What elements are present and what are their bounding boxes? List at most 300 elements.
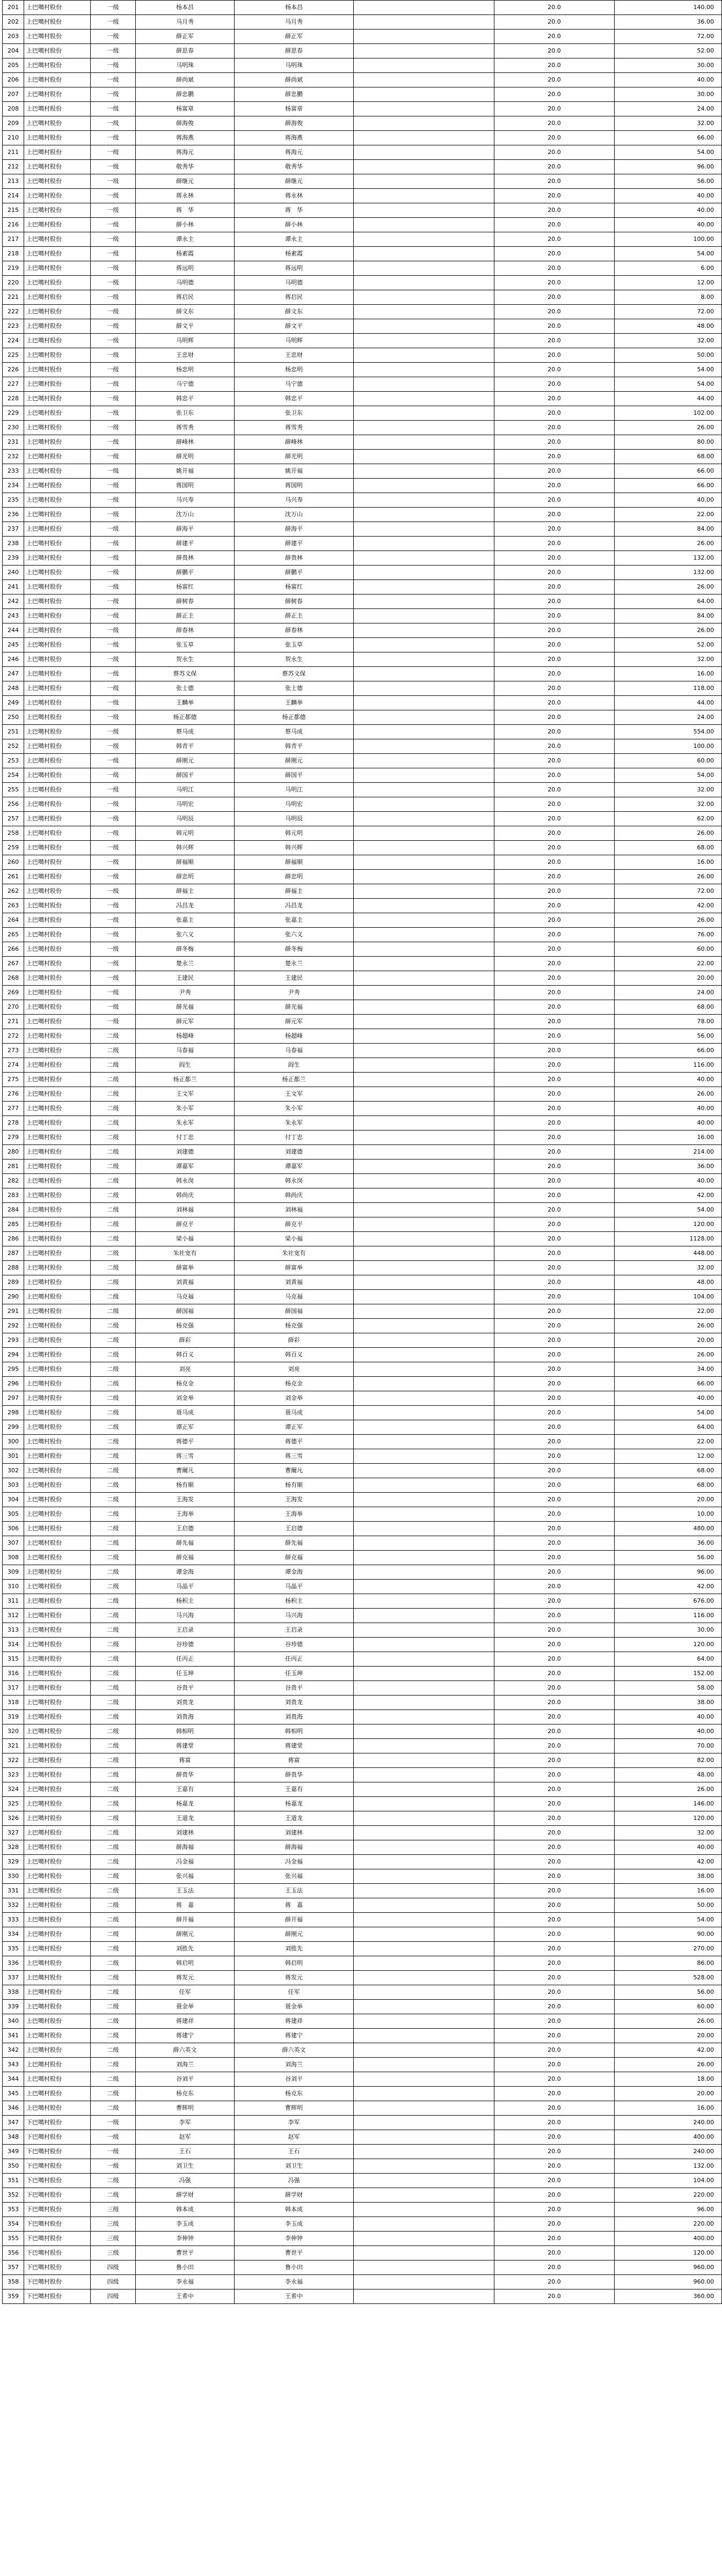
grade-level-cell: 二级	[91, 1753, 136, 1768]
table-row	[3, 1174, 722, 1188]
amount-cell: 240.00	[615, 2145, 722, 2159]
signatory-name-cell: 马春福	[235, 1044, 354, 1058]
grade-level-cell: 一级	[91, 2130, 136, 2145]
signatory-name-cell: 马兴海	[235, 1609, 354, 1623]
cooperative-name-cell: 上巴噶村股份	[24, 116, 91, 131]
table-row	[3, 1087, 722, 1102]
cooperative-name-cell: 上巴噶村股份	[24, 783, 91, 797]
unit-price-cell: 20.0	[494, 247, 615, 261]
department-name-cell	[354, 2101, 494, 2116]
cooperative-name-cell: 上巴噶村股份	[24, 1102, 91, 1116]
grade-level-cell: 一级	[91, 537, 136, 551]
row-number-cell: 248	[3, 681, 24, 696]
grade-level-cell: 二级	[91, 1391, 136, 1406]
row-number-cell: 216	[3, 218, 24, 232]
row-number-cell: 220	[3, 276, 24, 290]
department-name-cell	[354, 450, 494, 464]
amount-cell: 36.00	[615, 15, 722, 30]
unit-price-cell: 20.0	[494, 392, 615, 406]
table-row	[3, 1044, 722, 1058]
row-number-cell: 205	[3, 58, 24, 73]
row-number-cell: 232	[3, 450, 24, 464]
amount-cell: 42.00	[615, 899, 722, 913]
table-row	[3, 841, 722, 855]
table-row	[3, 2058, 722, 2072]
amount-cell: 42.00	[615, 1855, 722, 1869]
table-row	[3, 406, 722, 421]
table-row	[3, 1290, 722, 1304]
row-number-cell: 322	[3, 1753, 24, 1768]
member-name-cell: 王道龙	[136, 1811, 235, 1826]
amount-cell: 64.00	[615, 1420, 722, 1435]
member-name-cell: 蒋建堂	[136, 1739, 235, 1753]
table-row	[3, 87, 722, 102]
member-name-cell: 薛福顺	[136, 855, 235, 870]
grade-level-cell: 二级	[91, 1044, 136, 1058]
grade-level-cell: 二级	[91, 1217, 136, 1232]
department-name-cell	[354, 1507, 494, 1522]
row-number-cell: 329	[3, 1855, 24, 1869]
unit-price-cell: 20.0	[494, 2116, 615, 2130]
signatory-name-cell: 杨富红	[235, 580, 354, 595]
cooperative-name-cell: 上巴噶村股份	[24, 1044, 91, 1058]
signatory-name-cell: 杨嘉龙	[235, 1797, 354, 1811]
department-name-cell	[354, 2058, 494, 2072]
table-row	[3, 2159, 722, 2174]
cooperative-name-cell: 上巴噶村股份	[24, 15, 91, 30]
signatory-name-cell: 薛冬梅	[235, 942, 354, 957]
table-row	[3, 754, 722, 768]
table-row	[3, 1840, 722, 1855]
member-name-cell: 蒋德平	[136, 1435, 235, 1449]
signatory-name-cell: 刘卫生	[235, 2159, 354, 2174]
amount-cell: 240.00	[615, 2116, 722, 2130]
department-name-cell	[354, 1015, 494, 1029]
amount-cell: 32.00	[615, 652, 722, 667]
row-number-cell: 321	[3, 1739, 24, 1753]
department-name-cell	[354, 681, 494, 696]
department-name-cell	[354, 739, 494, 754]
table-row	[3, 2043, 722, 2058]
member-name-cell: 薛鹏平	[136, 566, 235, 580]
grade-level-cell: 二级	[91, 1840, 136, 1855]
cooperative-name-cell: 上巴噶村股份	[24, 247, 91, 261]
signatory-name-cell: 谷贵平	[235, 1681, 354, 1696]
member-name-cell: 刘贵海	[136, 1710, 235, 1724]
unit-price-cell: 20.0	[494, 334, 615, 348]
department-name-cell	[354, 1522, 494, 1536]
row-number-cell: 271	[3, 1015, 24, 1029]
member-name-cell: 薛克平	[136, 1217, 235, 1232]
amount-cell: 68.00	[615, 1478, 722, 1493]
member-name-cell: 杨嘉龙	[136, 1797, 235, 1811]
signatory-name-cell: 杨正都兰	[235, 1073, 354, 1087]
row-number-cell: 219	[3, 261, 24, 276]
department-name-cell	[354, 826, 494, 841]
member-name-cell: 薛富举	[136, 1261, 235, 1275]
table-row	[3, 1971, 722, 1985]
cooperative-name-cell: 上巴噶村股份	[24, 841, 91, 855]
row-number-cell: 251	[3, 725, 24, 739]
table-row	[3, 377, 722, 392]
amount-cell: 12.00	[615, 1449, 722, 1464]
department-name-cell	[354, 102, 494, 116]
signatory-name-cell: 聂马成	[235, 1406, 354, 1420]
row-number-cell: 291	[3, 1304, 24, 1319]
grade-level-cell: 一级	[91, 247, 136, 261]
table-row	[3, 725, 722, 739]
department-name-cell	[354, 218, 494, 232]
unit-price-cell: 20.0	[494, 609, 615, 623]
signatory-name-cell: 刘金举	[235, 1391, 354, 1406]
unit-price-cell: 20.0	[494, 1638, 615, 1652]
table-row	[3, 667, 722, 681]
cooperative-name-cell: 上巴噶村股份	[24, 1000, 91, 1015]
row-number-cell: 328	[3, 1840, 24, 1855]
amount-cell: 26.00	[615, 537, 722, 551]
amount-cell: 22.00	[615, 1435, 722, 1449]
signatory-name-cell: 薛富举	[235, 1261, 354, 1275]
table-row	[3, 276, 722, 290]
row-number-cell: 292	[3, 1319, 24, 1333]
grade-level-cell: 二级	[91, 1159, 136, 1174]
table-row	[3, 870, 722, 884]
department-name-cell	[354, 1580, 494, 1594]
member-name-cell: 朱永军	[136, 1116, 235, 1131]
member-name-cell: 韩尚庆	[136, 1188, 235, 1203]
row-number-cell: 358	[3, 2275, 24, 2289]
signatory-name-cell: 张嘉主	[235, 913, 354, 928]
unit-price-cell: 20.0	[494, 1710, 615, 1724]
member-name-cell: 杨正都兰	[136, 1073, 235, 1087]
unit-price-cell: 20.0	[494, 1015, 615, 1029]
table-row	[3, 1710, 722, 1724]
amount-cell: 30.00	[615, 58, 722, 73]
member-name-cell: 薛刚元	[136, 754, 235, 768]
table-row	[3, 638, 722, 652]
member-name-cell: 刘黄福	[136, 1275, 235, 1290]
grade-level-cell: 一级	[91, 841, 136, 855]
grade-level-cell: 二级	[91, 1898, 136, 1913]
amount-cell: 60.00	[615, 754, 722, 768]
member-name-cell: 张兴福	[136, 1869, 235, 1884]
row-number-cell: 267	[3, 957, 24, 971]
signatory-name-cell: 杨超峰	[235, 1029, 354, 1044]
table-row	[3, 319, 722, 334]
signatory-name-cell: 蒋建宁	[235, 2029, 354, 2043]
member-name-cell: 尹秀	[136, 986, 235, 1000]
signatory-name-cell: 冯金福	[235, 1855, 354, 1869]
member-name-cell: 韩忠平	[136, 392, 235, 406]
cooperative-name-cell: 上巴噶村股份	[24, 739, 91, 754]
unit-price-cell: 20.0	[494, 348, 615, 363]
signatory-name-cell: 刘建德	[235, 1145, 354, 1159]
table-row	[3, 1884, 722, 1898]
department-name-cell	[354, 464, 494, 479]
grade-level-cell: 二级	[91, 1869, 136, 1884]
amount-cell: 32.00	[615, 1826, 722, 1840]
row-number-cell: 201	[3, 1, 24, 15]
member-name-cell: 马兴寿	[136, 493, 235, 508]
amount-cell: 66.00	[615, 1377, 722, 1391]
cooperative-name-cell: 上巴噶村股份	[24, 319, 91, 334]
table-row	[3, 392, 722, 406]
amount-cell: 120.00	[615, 2246, 722, 2261]
grade-level-cell: 一级	[91, 870, 136, 884]
signatory-name-cell: 马明辉	[235, 334, 354, 348]
row-number-cell: 231	[3, 435, 24, 450]
amount-cell: 48.00	[615, 1275, 722, 1290]
unit-price-cell: 20.0	[494, 1188, 615, 1203]
cooperative-name-cell: 上巴噶村股份	[24, 1174, 91, 1188]
row-number-cell: 223	[3, 319, 24, 334]
grade-level-cell: 一级	[91, 595, 136, 609]
table-row	[3, 1985, 722, 2000]
unit-price-cell: 20.0	[494, 2101, 615, 2116]
row-number-cell: 337	[3, 1971, 24, 1985]
signatory-name-cell: 马晶平	[235, 1580, 354, 1594]
row-number-cell: 300	[3, 1435, 24, 1449]
unit-price-cell: 20.0	[494, 1811, 615, 1826]
department-name-cell	[354, 348, 494, 363]
amount-cell: 40.00	[615, 1073, 722, 1087]
table-row	[3, 1623, 722, 1638]
cooperative-name-cell: 上巴噶村股份	[24, 971, 91, 986]
unit-price-cell: 20.0	[494, 174, 615, 189]
table-row	[3, 768, 722, 783]
amount-cell: 68.00	[615, 1464, 722, 1478]
department-name-cell	[354, 1782, 494, 1797]
row-number-cell: 295	[3, 1362, 24, 1377]
row-number-cell: 255	[3, 783, 24, 797]
table-row	[3, 1739, 722, 1753]
amount-cell: 40.00	[615, 1102, 722, 1116]
grade-level-cell: 一级	[91, 681, 136, 696]
department-name-cell	[354, 435, 494, 450]
row-number-cell: 353	[3, 2203, 24, 2217]
amount-cell: 26.00	[615, 2058, 722, 2072]
unit-price-cell: 20.0	[494, 1217, 615, 1232]
signatory-name-cell: 李伸钟	[235, 2232, 354, 2246]
row-number-cell: 242	[3, 595, 24, 609]
signatory-name-cell: 薛刚元	[235, 1927, 354, 1942]
member-name-cell: 付丁忠	[136, 1131, 235, 1145]
cooperative-name-cell: 上巴噶村股份	[24, 2043, 91, 2058]
row-number-cell: 340	[3, 2014, 24, 2029]
table-row	[3, 1869, 722, 1884]
cooperative-name-cell: 上巴噶村股份	[24, 493, 91, 508]
unit-price-cell: 20.0	[494, 1580, 615, 1594]
signatory-name-cell: 王玉法	[235, 1884, 354, 1898]
row-number-cell: 221	[3, 290, 24, 305]
grade-level-cell: 二级	[91, 1131, 136, 1145]
member-name-cell: 贺永生	[136, 652, 235, 667]
member-name-cell: 杨本昌	[136, 1, 235, 15]
department-name-cell	[354, 957, 494, 971]
cooperative-name-cell: 上巴噶村股份	[24, 1507, 91, 1522]
table-row	[3, 609, 722, 623]
department-name-cell	[354, 2087, 494, 2101]
member-name-cell: 蒋永林	[136, 189, 235, 203]
row-number-cell: 315	[3, 1652, 24, 1667]
table-row	[3, 102, 722, 116]
table-row	[3, 797, 722, 812]
cooperative-name-cell: 上巴噶村股份	[24, 1565, 91, 1580]
department-name-cell	[354, 812, 494, 826]
unit-price-cell: 20.0	[494, 1797, 615, 1811]
table-row	[3, 44, 722, 58]
signatory-name-cell: 蒋海元	[235, 145, 354, 160]
member-name-cell: 王启德	[136, 1522, 235, 1536]
department-name-cell	[354, 247, 494, 261]
member-name-cell: 马春福	[136, 1044, 235, 1058]
cooperative-name-cell: 上巴噶村股份	[24, 1073, 91, 1087]
table-row	[3, 1015, 722, 1029]
row-number-cell: 253	[3, 754, 24, 768]
table-row	[3, 479, 722, 493]
signatory-name-cell: 朱社宽有	[235, 1246, 354, 1261]
grade-level-cell: 二级	[91, 2072, 136, 2087]
table-row	[3, 174, 722, 189]
cooperative-name-cell: 上巴噶村股份	[24, 218, 91, 232]
table-row	[3, 30, 722, 44]
unit-price-cell: 20.0	[494, 1927, 615, 1942]
amount-cell: 16.00	[615, 1884, 722, 1898]
department-name-cell	[354, 1971, 494, 1985]
department-name-cell	[354, 1348, 494, 1362]
table-row	[3, 1319, 722, 1333]
unit-price-cell: 20.0	[494, 2000, 615, 2014]
cooperative-name-cell: 上巴噶村股份	[24, 870, 91, 884]
row-number-cell: 282	[3, 1174, 24, 1188]
cooperative-name-cell: 上巴噶村股份	[24, 73, 91, 87]
row-number-cell: 212	[3, 160, 24, 174]
cooperative-name-cell: 上巴噶村股份	[24, 1652, 91, 1667]
department-name-cell	[354, 2043, 494, 2058]
amount-cell: 26.00	[615, 580, 722, 595]
grade-level-cell: 二级	[91, 2188, 136, 2203]
department-name-cell	[354, 1406, 494, 1420]
grade-level-cell: 二级	[91, 1927, 136, 1942]
department-name-cell	[354, 305, 494, 319]
cooperative-name-cell: 上巴噶村股份	[24, 580, 91, 595]
amount-cell: 30.00	[615, 87, 722, 102]
unit-price-cell: 20.0	[494, 1855, 615, 1869]
department-name-cell	[354, 638, 494, 652]
grade-level-cell: 二级	[91, 1768, 136, 1782]
table-row	[3, 2203, 722, 2217]
grade-level-cell: 一级	[91, 58, 136, 73]
grade-level-cell: 一级	[91, 725, 136, 739]
grade-level-cell: 二级	[91, 1507, 136, 1522]
signatory-name-cell: 韩青平	[235, 739, 354, 754]
department-name-cell	[354, 1840, 494, 1855]
unit-price-cell: 20.0	[494, 479, 615, 493]
amount-cell: 54.00	[615, 1406, 722, 1420]
unit-price-cell: 20.0	[494, 812, 615, 826]
cooperative-name-cell: 下巴噶村股份	[24, 2275, 91, 2289]
amount-cell: 84.00	[615, 522, 722, 537]
row-number-cell: 341	[3, 2029, 24, 2043]
row-number-cell: 218	[3, 247, 24, 261]
amount-cell: 960.00	[615, 2275, 722, 2289]
row-number-cell: 237	[3, 522, 24, 537]
unit-price-cell: 20.0	[494, 2246, 615, 2261]
department-name-cell	[354, 189, 494, 203]
amount-cell: 40.00	[615, 493, 722, 508]
department-name-cell	[354, 1667, 494, 1681]
department-name-cell	[354, 1942, 494, 1956]
amount-cell: 34.00	[615, 1362, 722, 1377]
cooperative-name-cell: 下巴噶村股份	[24, 2174, 91, 2188]
amount-cell: 66.00	[615, 464, 722, 479]
grade-level-cell: 一级	[91, 2159, 136, 2174]
amount-cell: 42.00	[615, 2043, 722, 2058]
grade-level-cell: 一级	[91, 1, 136, 15]
grade-level-cell: 四级	[91, 2289, 136, 2304]
member-name-cell: 杨克强	[136, 1319, 235, 1333]
signatory-name-cell: 朱永军	[235, 1116, 354, 1131]
amount-cell: 76.00	[615, 928, 722, 942]
cooperative-name-cell: 上巴噶村股份	[24, 160, 91, 174]
amount-cell: 100.00	[615, 232, 722, 247]
member-name-cell: 韩青平	[136, 739, 235, 754]
row-number-cell: 312	[3, 1609, 24, 1623]
member-name-cell: 蒋海燕	[136, 131, 235, 145]
unit-price-cell: 20.0	[494, 986, 615, 1000]
cooperative-name-cell: 上巴噶村股份	[24, 2101, 91, 2116]
member-name-cell: 薛建平	[136, 537, 235, 551]
unit-price-cell: 20.0	[494, 928, 615, 942]
department-name-cell	[354, 392, 494, 406]
member-name-cell: 杨素霞	[136, 247, 235, 261]
row-number-cell: 245	[3, 638, 24, 652]
cooperative-name-cell: 上巴噶村股份	[24, 305, 91, 319]
cooperative-name-cell: 上巴噶村股份	[24, 1913, 91, 1927]
row-number-cell: 257	[3, 812, 24, 826]
signatory-name-cell: 蒋启民	[235, 290, 354, 305]
member-name-cell: 薛海平	[136, 522, 235, 537]
signatory-name-cell: 薛刚元	[235, 754, 354, 768]
row-number-cell: 319	[3, 1710, 24, 1724]
table-row	[3, 2174, 722, 2188]
signatory-name-cell: 杨富章	[235, 102, 354, 116]
unit-price-cell: 20.0	[494, 73, 615, 87]
signatory-name-cell: 任玉坤	[235, 1667, 354, 1681]
member-name-cell: 姚开福	[136, 464, 235, 479]
unit-price-cell: 20.0	[494, 681, 615, 696]
row-number-cell: 336	[3, 1956, 24, 1971]
cooperative-name-cell: 上巴噶村股份	[24, 942, 91, 957]
department-name-cell	[354, 1073, 494, 1087]
department-name-cell	[354, 2145, 494, 2159]
member-name-cell: 杨忠明	[136, 363, 235, 377]
cooperative-name-cell: 上巴噶村股份	[24, 696, 91, 710]
amount-cell: 960.00	[615, 2261, 722, 2275]
department-name-cell	[354, 2289, 494, 2304]
cooperative-name-cell: 上巴噶村股份	[24, 652, 91, 667]
signatory-name-cell: 薛鹏平	[235, 566, 354, 580]
row-number-cell: 343	[3, 2058, 24, 2072]
row-number-cell: 211	[3, 145, 24, 160]
grade-level-cell: 四级	[91, 2261, 136, 2275]
signatory-name-cell: 韩尚庆	[235, 1188, 354, 1203]
table-row	[3, 1420, 722, 1435]
row-number-cell: 342	[3, 2043, 24, 2058]
cooperative-name-cell: 上巴噶村股份	[24, 1580, 91, 1594]
member-name-cell: 薛忠鹏	[136, 87, 235, 102]
table-row	[3, 15, 722, 30]
